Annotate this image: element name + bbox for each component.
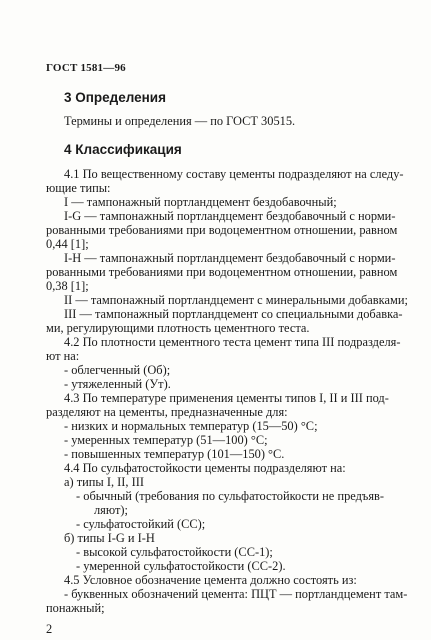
- paragraph-line: I-G — тампонажный портландцемент бездобавочный с норми-: [64, 209, 396, 223]
- list-item: - утяжеленный (Ут).: [64, 377, 171, 391]
- paragraph-line: 0,38 [1];: [46, 279, 89, 293]
- section-title-definitions: 3 Определения: [64, 90, 166, 105]
- list-item: а) типы I, II, III: [64, 475, 144, 489]
- paragraph-line: Термины и определения — по ГОСТ 30515.: [64, 114, 296, 128]
- list-item: - умеренной сульфатостойкости (СС-2).: [76, 559, 286, 573]
- list-item: - высокой сульфатостойкости (СС-1);: [76, 545, 273, 559]
- list-item: - облегченный (Об);: [64, 363, 171, 377]
- paragraph-line: 0,44 [1];: [46, 237, 89, 251]
- paragraph-line: ют на:: [46, 349, 80, 363]
- paragraph-line: 4.4 По сульфатостойкости цементы подразделяют на:: [64, 461, 346, 475]
- paragraph-line: ющие типы:: [46, 181, 111, 195]
- paragraph-line: I — тампонажный портландцемент бездобавочный;: [64, 195, 337, 209]
- paragraph-line: рованными требованиями при водоцементном отношении, равном: [46, 223, 398, 237]
- paragraph-line: 4.3 По температуре применения цементы типов I, II и III под-: [64, 391, 389, 405]
- paragraph-line: разделяют на цементы, предназначенные для:: [46, 405, 288, 419]
- list-item: - низких и нормальных температур (15—50) °С;: [64, 419, 318, 433]
- list-item: - повышенных температур (101—150) °С.: [64, 447, 285, 461]
- paragraph-line: рованными требованиями при водоцементном отношении, равном: [46, 265, 398, 279]
- list-item: - сульфатостойкий (СС);: [76, 517, 206, 531]
- paragraph-line: ми, регулирующими плотность цементного теста.: [46, 321, 310, 335]
- paragraph-line: - буквенных обозначений цемента: ПЦТ — портландцемент там-: [64, 587, 408, 601]
- list-item: - умеренных температур (51—100) °С;: [64, 433, 268, 447]
- list-item: ляют);: [94, 503, 128, 517]
- paragraph-line: II — тампонажный портландцемент с минеральными добавками;: [64, 293, 408, 307]
- paragraph-line: 4.1 По вещественному составу цементы подразделяют на следу-: [64, 167, 404, 181]
- document-header: ГОСТ 1581—96: [46, 62, 126, 74]
- list-item: б) типы I-G и I-H: [64, 531, 155, 545]
- paragraph-line: 4.2 По плотности цементного теста цемент типа III подразделя-: [64, 335, 401, 349]
- paragraph-line: понажный;: [46, 601, 105, 615]
- page-number: 2: [46, 622, 53, 636]
- paragraph-line: I-H — тампонажный портландцемент бездобавочный с норми-: [64, 251, 396, 265]
- section-title-classification: 4 Классификация: [64, 142, 182, 157]
- list-item: - обычный (требования по сульфатостойкости не предъяв-: [76, 489, 384, 503]
- paragraph-line: 4.5 Условное обозначение цемента должно состоять из:: [64, 573, 357, 587]
- paragraph-line: III — тампонажный портландцемент со специальными добавка-: [64, 307, 403, 321]
